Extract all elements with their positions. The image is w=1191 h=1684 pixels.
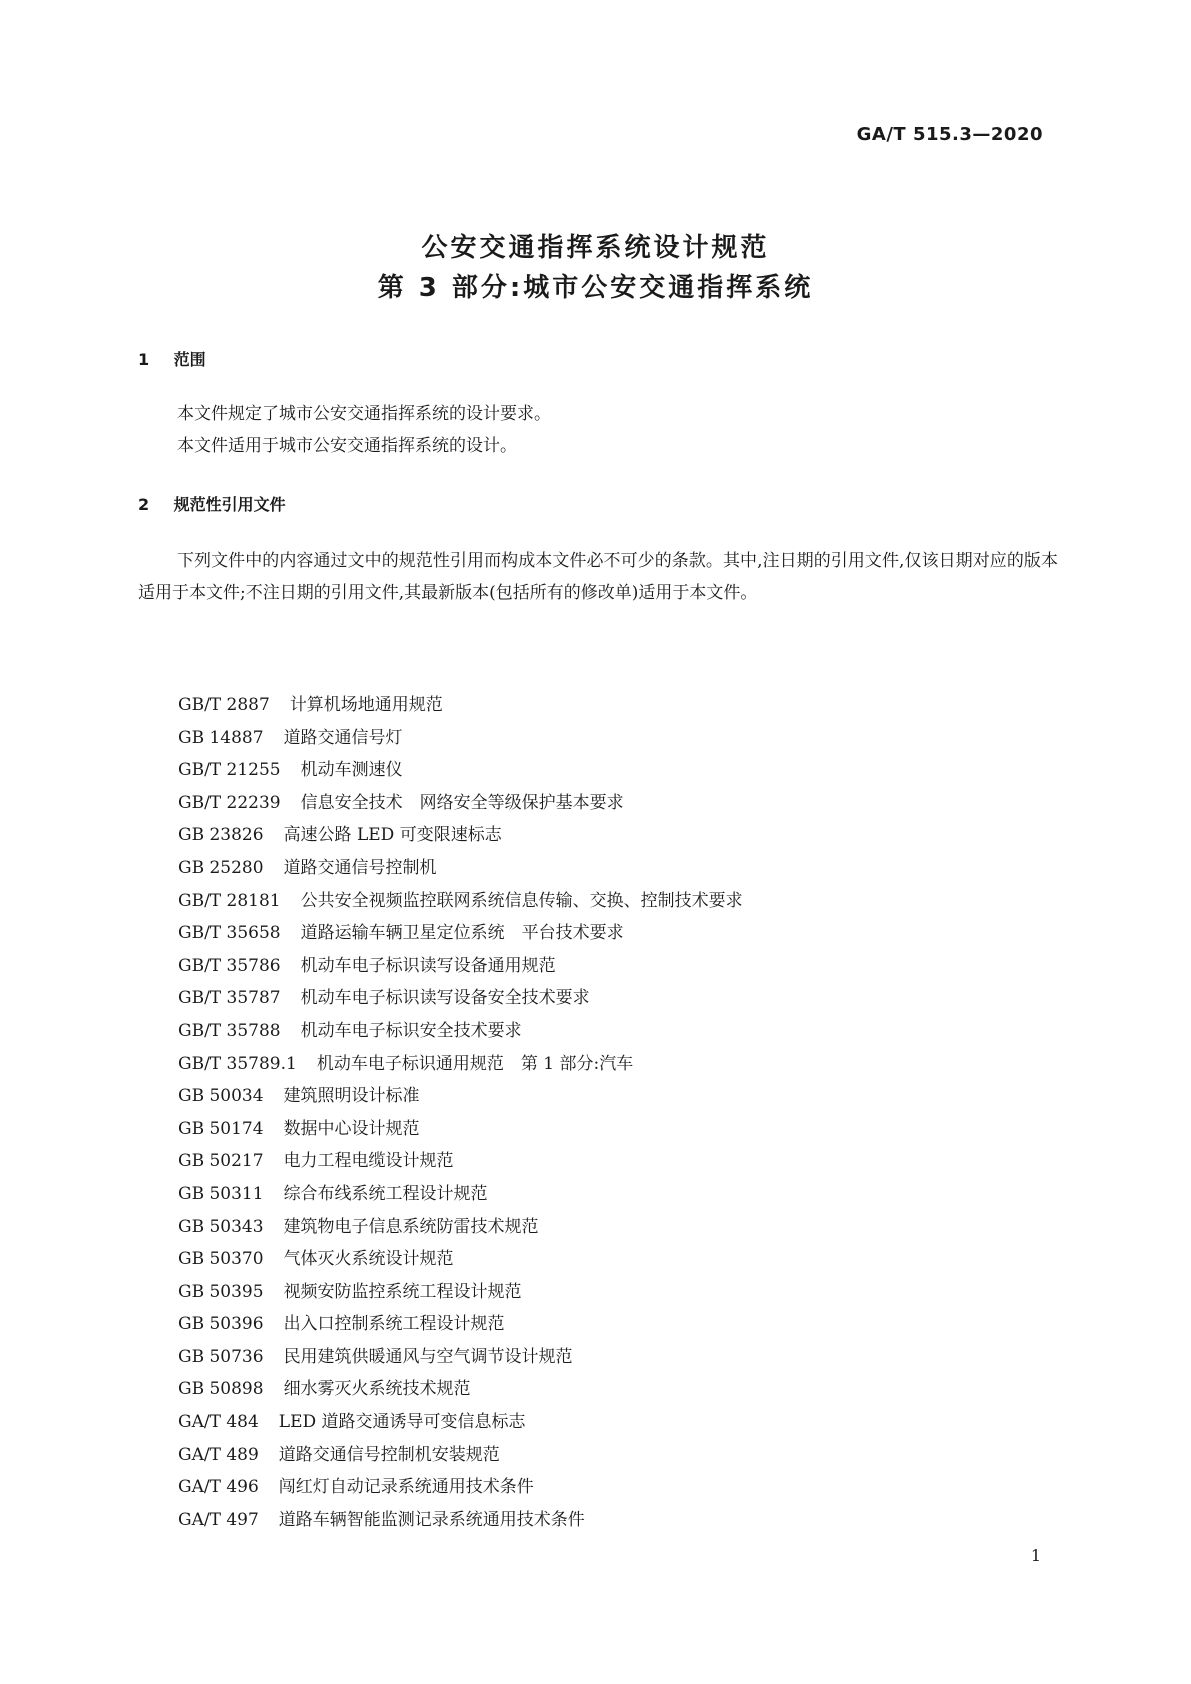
reference-code: GB 14887 — [178, 727, 264, 748]
reference-item — [178, 885, 743, 918]
reference-item — [178, 754, 743, 787]
reference-title: 道路交通信号控制机 — [283, 857, 437, 878]
reference-title: 出入口控制系统工程设计规范 — [283, 1314, 505, 1335]
reference-code: GB 50395 — [178, 1281, 264, 1302]
scope-paragraph-2: 本文件适用于城市公安交通指挥系统的设计。 — [177, 436, 517, 456]
reference-title: 气体灭火系统设计规范 — [283, 1249, 454, 1270]
reference-title: 道路交通信号控制机安装规范 — [278, 1444, 500, 1465]
reference-title: 高速公路 LED 可变限速标志 — [283, 825, 502, 846]
document-title — [0, 228, 1191, 308]
reference-title: 民用建筑供暖通风与空气调节设计规范 — [283, 1346, 573, 1367]
reference-code: GA/T 497 — [178, 1509, 259, 1530]
reference-title: 细水雾灭火系统技术规范 — [283, 1379, 471, 1400]
section-title: 范围 — [173, 350, 206, 369]
reference-code: GB 50736 — [178, 1346, 264, 1367]
reference-code: GA/T 489 — [178, 1444, 259, 1465]
reference-code: GB 50311 — [178, 1183, 264, 1204]
reference-list — [178, 689, 743, 1536]
reference-item — [178, 950, 743, 983]
reference-title: 数据中心设计规范 — [283, 1118, 420, 1139]
reference-title: 计算机场地通用规范 — [289, 695, 443, 715]
reference-item — [178, 1406, 743, 1439]
reference-title: 机动车电子标识安全技术要求 — [300, 1020, 522, 1041]
reference-code: GB 25280 — [178, 857, 264, 878]
reference-code: GB 23826 — [178, 825, 264, 846]
reference-title: 公共安全视频监控联网系统信息传输、交换、控制技术要求 — [300, 890, 743, 911]
reference-title: 视频安防监控系统工程设计规范 — [283, 1281, 522, 1302]
reference-code: GB/T 22239 — [178, 792, 281, 813]
reference-title: 机动车电子标识通用规范 第 1 部分:汽车 — [316, 1053, 634, 1074]
section-number: 1 — [138, 350, 150, 369]
reference-code: GB/T 35787 — [178, 988, 281, 1009]
reference-title: 道路运输车辆卫星定位系统 平台技术要求 — [300, 923, 624, 944]
section-heading-normative-references — [138, 492, 286, 515]
reference-title: 建筑照明设计标准 — [283, 1086, 420, 1107]
reference-item — [178, 1373, 743, 1406]
reference-title: 建筑物电子信息系统防雷技术规范 — [283, 1216, 539, 1237]
reference-code: GB/T 35788 — [178, 1020, 281, 1041]
reference-code: GB 50343 — [178, 1216, 264, 1237]
reference-code: GB/T 28181 — [178, 890, 281, 911]
page-number: 1 — [1030, 1546, 1041, 1565]
section-heading-scope — [138, 347, 206, 370]
reference-code: GB/T 2887 — [178, 695, 270, 715]
reference-code: GB 50174 — [178, 1118, 264, 1139]
reference-title: 机动车电子标识读写设备安全技术要求 — [300, 988, 590, 1009]
reference-item — [178, 1471, 743, 1504]
reference-title: 信息安全技术 网络安全等级保护基本要求 — [300, 792, 624, 813]
reference-item — [178, 1308, 743, 1341]
reference-item — [178, 917, 743, 950]
reference-title: LED 道路交通诱导可变信息标志 — [278, 1412, 526, 1433]
reference-item — [178, 1080, 743, 1113]
reference-code: GB 50034 — [178, 1086, 264, 1107]
references-intro-paragraph: 下列文件中的内容通过文中的规范性引用而构成本文件必不可少的条款。其中,注日期的引用文件,仅该日期对应的版本适用于本文件;不注日期的引用文件,其最新版本(包括所有的修改单)适用于本文件。 — [138, 551, 1058, 603]
reference-code: GB 50898 — [178, 1379, 264, 1400]
reference-title: 综合布线系统工程设计规范 — [283, 1183, 488, 1204]
scope-paragraph-1: 本文件规定了城市公安交通指挥系统的设计要求。 — [177, 404, 551, 424]
reference-code: GB 50396 — [178, 1314, 264, 1335]
reference-item — [178, 1015, 743, 1048]
reference-item — [178, 1178, 743, 1211]
reference-code: GB/T 35658 — [178, 923, 281, 944]
standard-code: GA/T 515.3—2020 — [856, 124, 1043, 145]
reference-title: 机动车电子标识读写设备通用规范 — [300, 955, 556, 976]
reference-item — [178, 722, 743, 755]
reference-code: GA/T 496 — [178, 1477, 259, 1498]
reference-code: GB/T 35789.1 — [178, 1053, 297, 1074]
reference-title: 电力工程电缆设计规范 — [283, 1151, 454, 1172]
reference-item — [178, 1113, 743, 1146]
reference-item — [178, 1504, 743, 1537]
reference-item — [178, 1211, 743, 1244]
reference-code: GB/T 35786 — [178, 955, 281, 976]
reference-title: 道路车辆智能监测记录系统通用技术条件 — [278, 1509, 585, 1530]
reference-item — [178, 1341, 743, 1374]
title-line-1: 公安交通指挥系统设计规范 — [421, 233, 770, 263]
reference-item — [178, 1145, 743, 1178]
reference-code: GB 50370 — [178, 1249, 264, 1270]
reference-item — [178, 689, 743, 722]
reference-item — [178, 982, 743, 1015]
reference-code: GB/T 21255 — [178, 760, 281, 781]
reference-item — [178, 787, 743, 820]
reference-code: GB 50217 — [178, 1151, 264, 1172]
section-title: 规范性引用文件 — [173, 495, 286, 514]
section-number: 2 — [138, 495, 150, 514]
reference-item — [178, 1439, 743, 1472]
reference-title: 机动车测速仪 — [300, 760, 403, 781]
reference-item — [178, 1276, 743, 1309]
reference-item — [178, 1243, 743, 1276]
reference-title: 闯红灯自动记录系统通用技术条件 — [278, 1477, 534, 1498]
reference-item — [178, 819, 743, 852]
reference-item — [178, 1048, 743, 1081]
reference-item — [178, 852, 743, 885]
title-line-2: 第 3 部分:城市公安交通指挥系统 — [377, 273, 814, 303]
reference-code: GA/T 484 — [178, 1412, 259, 1433]
reference-title: 道路交通信号灯 — [283, 727, 403, 748]
